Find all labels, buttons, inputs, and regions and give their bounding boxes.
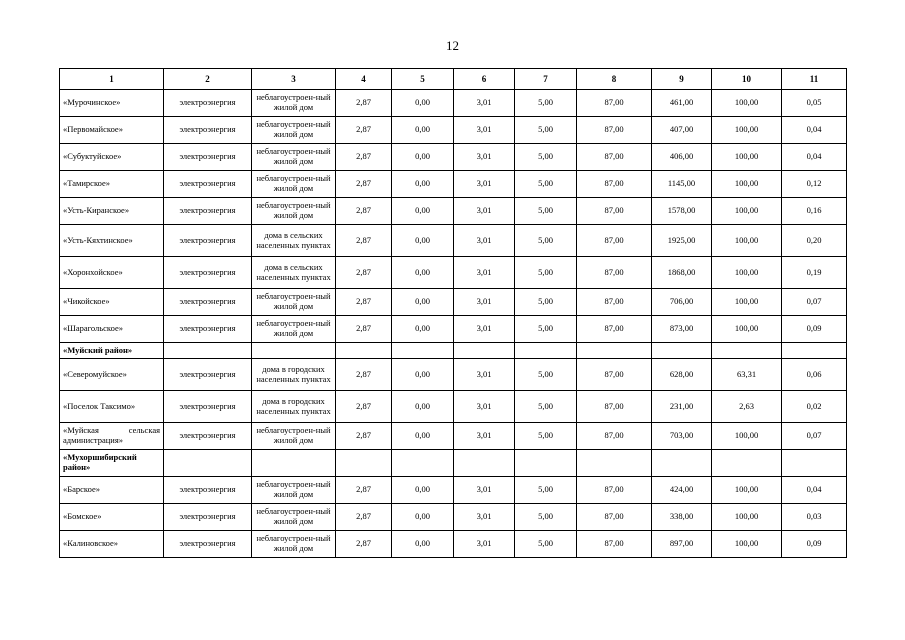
value-cell: 0,05 bbox=[782, 90, 847, 117]
value-cell: 87,00 bbox=[577, 423, 652, 450]
column-header: 7 bbox=[515, 69, 577, 90]
value-cell: 3,01 bbox=[454, 198, 515, 225]
value-cell: 0,00 bbox=[392, 144, 454, 171]
value-cell: 3,01 bbox=[454, 391, 515, 423]
value-cell: 100,00 bbox=[712, 198, 782, 225]
housing-type-cell: неблагоустроен-ный жилой дом bbox=[252, 289, 336, 316]
empty-cell bbox=[515, 450, 577, 477]
settlement-name: «Хоронхойское» bbox=[60, 257, 164, 289]
housing-type-cell: дома в городских населенных пунктах bbox=[252, 359, 336, 391]
table-row bbox=[60, 144, 847, 171]
table-row bbox=[60, 289, 847, 316]
empty-cell bbox=[252, 450, 336, 477]
value-cell: 706,00 bbox=[652, 289, 712, 316]
value-cell: 3,01 bbox=[454, 144, 515, 171]
resource-cell: электроэнергия bbox=[164, 117, 252, 144]
settlement-name: «Бомское» bbox=[60, 504, 164, 531]
value-cell: 87,00 bbox=[577, 117, 652, 144]
value-cell: 0,12 bbox=[782, 171, 847, 198]
value-cell: 0,00 bbox=[392, 198, 454, 225]
housing-type-cell: неблагоустроен-ный жилой дом bbox=[252, 117, 336, 144]
table-body bbox=[60, 90, 847, 558]
value-cell: 2,87 bbox=[336, 504, 392, 531]
value-cell: 3,01 bbox=[454, 531, 515, 558]
value-cell: 0,19 bbox=[782, 257, 847, 289]
resource-cell: электроэнергия bbox=[164, 477, 252, 504]
value-cell: 5,00 bbox=[515, 423, 577, 450]
housing-type-cell: неблагоустроен-ный жилой дом bbox=[252, 504, 336, 531]
empty-cell bbox=[164, 343, 252, 359]
value-cell: 3,01 bbox=[454, 90, 515, 117]
value-cell: 461,00 bbox=[652, 90, 712, 117]
value-cell: 87,00 bbox=[577, 144, 652, 171]
value-cell: 5,00 bbox=[515, 359, 577, 391]
empty-cell bbox=[392, 450, 454, 477]
empty-cell bbox=[515, 343, 577, 359]
value-cell: 0,06 bbox=[782, 359, 847, 391]
value-cell: 87,00 bbox=[577, 359, 652, 391]
value-cell: 100,00 bbox=[712, 316, 782, 343]
value-cell: 87,00 bbox=[577, 316, 652, 343]
value-cell: 100,00 bbox=[712, 504, 782, 531]
empty-cell bbox=[454, 343, 515, 359]
empty-cell bbox=[454, 450, 515, 477]
column-header: 11 bbox=[782, 69, 847, 90]
value-cell: 0,20 bbox=[782, 225, 847, 257]
section-row bbox=[60, 450, 847, 477]
housing-type-cell: неблагоустроен-ный жилой дом bbox=[252, 198, 336, 225]
value-cell: 0,00 bbox=[392, 531, 454, 558]
resource-cell: электроэнергия bbox=[164, 225, 252, 257]
value-cell: 424,00 bbox=[652, 477, 712, 504]
settlement-name: «Северомуйское» bbox=[60, 359, 164, 391]
value-cell: 3,01 bbox=[454, 316, 515, 343]
column-header: 4 bbox=[336, 69, 392, 90]
housing-type-cell: неблагоустроен-ный жилой дом bbox=[252, 171, 336, 198]
value-cell: 5,00 bbox=[515, 289, 577, 316]
resource-cell: электроэнергия bbox=[164, 531, 252, 558]
settlement-name: «Субуктуйское» bbox=[60, 144, 164, 171]
settlement-name bbox=[60, 423, 164, 450]
housing-type-cell: дома в городских населенных пунктах bbox=[252, 391, 336, 423]
table-row bbox=[60, 423, 847, 450]
value-cell: 0,07 bbox=[782, 289, 847, 316]
value-cell: 5,00 bbox=[515, 90, 577, 117]
table-row bbox=[60, 198, 847, 225]
value-cell: 2,87 bbox=[336, 198, 392, 225]
value-cell: 0,00 bbox=[392, 359, 454, 391]
value-cell: 2,87 bbox=[336, 225, 392, 257]
value-cell: 1145,00 bbox=[652, 171, 712, 198]
table-row bbox=[60, 257, 847, 289]
value-cell: 0,03 bbox=[782, 504, 847, 531]
value-cell: 2,87 bbox=[336, 477, 392, 504]
column-header: 2 bbox=[164, 69, 252, 90]
value-cell: 87,00 bbox=[577, 225, 652, 257]
value-cell: 2,87 bbox=[336, 117, 392, 144]
housing-type-cell: неблагоустроен-ный жилой дом bbox=[252, 144, 336, 171]
column-header: 1 bbox=[60, 69, 164, 90]
column-header: 9 bbox=[652, 69, 712, 90]
resource-cell: электроэнергия bbox=[164, 257, 252, 289]
column-header: 3 bbox=[252, 69, 336, 90]
table-row bbox=[60, 531, 847, 558]
table-row bbox=[60, 90, 847, 117]
value-cell: 406,00 bbox=[652, 144, 712, 171]
settlement-name: «Калиновское» bbox=[60, 531, 164, 558]
housing-type-cell: дома в сельских населенных пунктах bbox=[252, 225, 336, 257]
settlement-name: «Усть-Киранское» bbox=[60, 198, 164, 225]
value-cell: 5,00 bbox=[515, 477, 577, 504]
value-cell: 5,00 bbox=[515, 391, 577, 423]
housing-type-cell: неблагоустроен-ный жилой дом bbox=[252, 477, 336, 504]
value-cell: 63,31 bbox=[712, 359, 782, 391]
empty-cell bbox=[577, 343, 652, 359]
value-cell: 0,00 bbox=[392, 504, 454, 531]
empty-cell bbox=[336, 343, 392, 359]
value-cell: 2,87 bbox=[336, 316, 392, 343]
resource-cell: электроэнергия bbox=[164, 144, 252, 171]
district-name: «Мухоршибирский район» bbox=[60, 450, 164, 477]
empty-cell bbox=[652, 450, 712, 477]
table-row bbox=[60, 504, 847, 531]
page-number: 12 bbox=[446, 38, 459, 53]
value-cell: 0,04 bbox=[782, 144, 847, 171]
empty-cell bbox=[782, 343, 847, 359]
empty-cell bbox=[392, 343, 454, 359]
settlement-name: «Усть-Кяхтинское» bbox=[60, 225, 164, 257]
empty-cell bbox=[164, 450, 252, 477]
value-cell: 2,87 bbox=[336, 90, 392, 117]
resource-cell: электроэнергия bbox=[164, 171, 252, 198]
value-cell: 100,00 bbox=[712, 257, 782, 289]
value-cell: 100,00 bbox=[712, 90, 782, 117]
value-cell: 87,00 bbox=[577, 477, 652, 504]
resource-cell: электроэнергия bbox=[164, 316, 252, 343]
value-cell: 100,00 bbox=[712, 225, 782, 257]
column-header: 8 bbox=[577, 69, 652, 90]
column-header: 6 bbox=[454, 69, 515, 90]
value-cell: 87,00 bbox=[577, 391, 652, 423]
district-name: «Муйский район» bbox=[60, 343, 164, 359]
value-cell: 87,00 bbox=[577, 531, 652, 558]
value-cell: 873,00 bbox=[652, 316, 712, 343]
value-cell: 100,00 bbox=[712, 423, 782, 450]
value-cell: 100,00 bbox=[712, 171, 782, 198]
value-cell: 897,00 bbox=[652, 531, 712, 558]
empty-cell bbox=[252, 343, 336, 359]
value-cell: 87,00 bbox=[577, 257, 652, 289]
empty-cell bbox=[652, 343, 712, 359]
table-row bbox=[60, 117, 847, 144]
value-cell: 3,01 bbox=[454, 171, 515, 198]
settlement-name: «Чикойское» bbox=[60, 289, 164, 316]
column-header: 10 bbox=[712, 69, 782, 90]
value-cell: 0,16 bbox=[782, 198, 847, 225]
resource-cell: электроэнергия bbox=[164, 423, 252, 450]
settlement-name: «Тамирское» bbox=[60, 171, 164, 198]
value-cell: 87,00 bbox=[577, 198, 652, 225]
value-cell: 0,00 bbox=[392, 90, 454, 117]
housing-type-cell: неблагоустроен-ный жилой дом bbox=[252, 423, 336, 450]
housing-type-cell: неблагоустроен-ный жилой дом bbox=[252, 90, 336, 117]
value-cell: 3,01 bbox=[454, 477, 515, 504]
value-cell: 2,63 bbox=[712, 391, 782, 423]
value-cell: 2,87 bbox=[336, 359, 392, 391]
value-cell: 231,00 bbox=[652, 391, 712, 423]
value-cell: 2,87 bbox=[336, 171, 392, 198]
value-cell: 0,00 bbox=[392, 225, 454, 257]
value-cell: 87,00 bbox=[577, 289, 652, 316]
table-row bbox=[60, 391, 847, 423]
value-cell: 1578,00 bbox=[652, 198, 712, 225]
value-cell: 0,00 bbox=[392, 117, 454, 144]
header-row bbox=[60, 69, 847, 90]
resource-cell: электроэнергия bbox=[164, 198, 252, 225]
value-cell: 100,00 bbox=[712, 117, 782, 144]
table-row bbox=[60, 477, 847, 504]
housing-type-cell: неблагоустроен-ный жилой дом bbox=[252, 316, 336, 343]
resource-cell: электроэнергия bbox=[164, 359, 252, 391]
resource-cell: электроэнергия bbox=[164, 504, 252, 531]
empty-cell bbox=[782, 450, 847, 477]
value-cell: 5,00 bbox=[515, 316, 577, 343]
value-cell: 100,00 bbox=[712, 477, 782, 504]
settlement-name: «Поселок Таксимо» bbox=[60, 391, 164, 423]
column-header: 5 bbox=[392, 69, 454, 90]
table-row bbox=[60, 316, 847, 343]
value-cell: 87,00 bbox=[577, 504, 652, 531]
value-cell: 0,00 bbox=[392, 289, 454, 316]
value-cell: 0,04 bbox=[782, 117, 847, 144]
value-cell: 0,07 bbox=[782, 423, 847, 450]
value-cell: 3,01 bbox=[454, 257, 515, 289]
settlement-name: «Шарагольское» bbox=[60, 316, 164, 343]
value-cell: 1868,00 bbox=[652, 257, 712, 289]
housing-type-cell: дома в сельских населенных пунктах bbox=[252, 257, 336, 289]
value-cell: 407,00 bbox=[652, 117, 712, 144]
value-cell: 3,01 bbox=[454, 423, 515, 450]
value-cell: 3,01 bbox=[454, 504, 515, 531]
tariff-table bbox=[59, 68, 847, 558]
value-cell: 0,00 bbox=[392, 423, 454, 450]
table-row bbox=[60, 359, 847, 391]
value-cell: 5,00 bbox=[515, 531, 577, 558]
value-cell: 2,87 bbox=[336, 257, 392, 289]
value-cell: 0,00 bbox=[392, 316, 454, 343]
value-cell: 628,00 bbox=[652, 359, 712, 391]
value-cell: 87,00 bbox=[577, 171, 652, 198]
resource-cell: электроэнергия bbox=[164, 289, 252, 316]
value-cell: 3,01 bbox=[454, 359, 515, 391]
value-cell: 5,00 bbox=[515, 257, 577, 289]
section-row bbox=[60, 343, 847, 359]
value-cell: 5,00 bbox=[515, 171, 577, 198]
value-cell: 87,00 bbox=[577, 90, 652, 117]
empty-cell bbox=[712, 450, 782, 477]
housing-type-cell: неблагоустроен-ный жилой дом bbox=[252, 531, 336, 558]
value-cell: 0,09 bbox=[782, 531, 847, 558]
value-cell: 338,00 bbox=[652, 504, 712, 531]
value-cell: 0,00 bbox=[392, 477, 454, 504]
empty-cell bbox=[577, 450, 652, 477]
settlement-name: «Первомайское» bbox=[60, 117, 164, 144]
value-cell: 3,01 bbox=[454, 289, 515, 316]
value-cell: 2,87 bbox=[336, 391, 392, 423]
value-cell: 3,01 bbox=[454, 117, 515, 144]
value-cell: 0,00 bbox=[392, 257, 454, 289]
value-cell: 1925,00 bbox=[652, 225, 712, 257]
value-cell: 100,00 bbox=[712, 531, 782, 558]
value-cell: 5,00 bbox=[515, 198, 577, 225]
value-cell: 0,09 bbox=[782, 316, 847, 343]
settlement-name: «Мурочинское» bbox=[60, 90, 164, 117]
value-cell: 5,00 bbox=[515, 144, 577, 171]
value-cell: 2,87 bbox=[336, 531, 392, 558]
table-row bbox=[60, 171, 847, 198]
value-cell: 703,00 bbox=[652, 423, 712, 450]
value-cell: 5,00 bbox=[515, 117, 577, 144]
value-cell: 100,00 bbox=[712, 289, 782, 316]
value-cell: 0,00 bbox=[392, 391, 454, 423]
settlement-name: «Барское» bbox=[60, 477, 164, 504]
empty-cell bbox=[712, 343, 782, 359]
value-cell: 2,87 bbox=[336, 289, 392, 316]
value-cell: 100,00 bbox=[712, 144, 782, 171]
empty-cell bbox=[336, 450, 392, 477]
value-cell: 5,00 bbox=[515, 225, 577, 257]
resource-cell: электроэнергия bbox=[164, 391, 252, 423]
value-cell: 5,00 bbox=[515, 504, 577, 531]
table-row bbox=[60, 225, 847, 257]
value-cell: 2,87 bbox=[336, 423, 392, 450]
settlement-name-text: «Муйская сельская администрация» bbox=[63, 425, 160, 445]
value-cell: 0,02 bbox=[782, 391, 847, 423]
value-cell: 0,00 bbox=[392, 171, 454, 198]
value-cell: 3,01 bbox=[454, 225, 515, 257]
value-cell: 0,04 bbox=[782, 477, 847, 504]
value-cell: 2,87 bbox=[336, 144, 392, 171]
resource-cell: электроэнергия bbox=[164, 90, 252, 117]
